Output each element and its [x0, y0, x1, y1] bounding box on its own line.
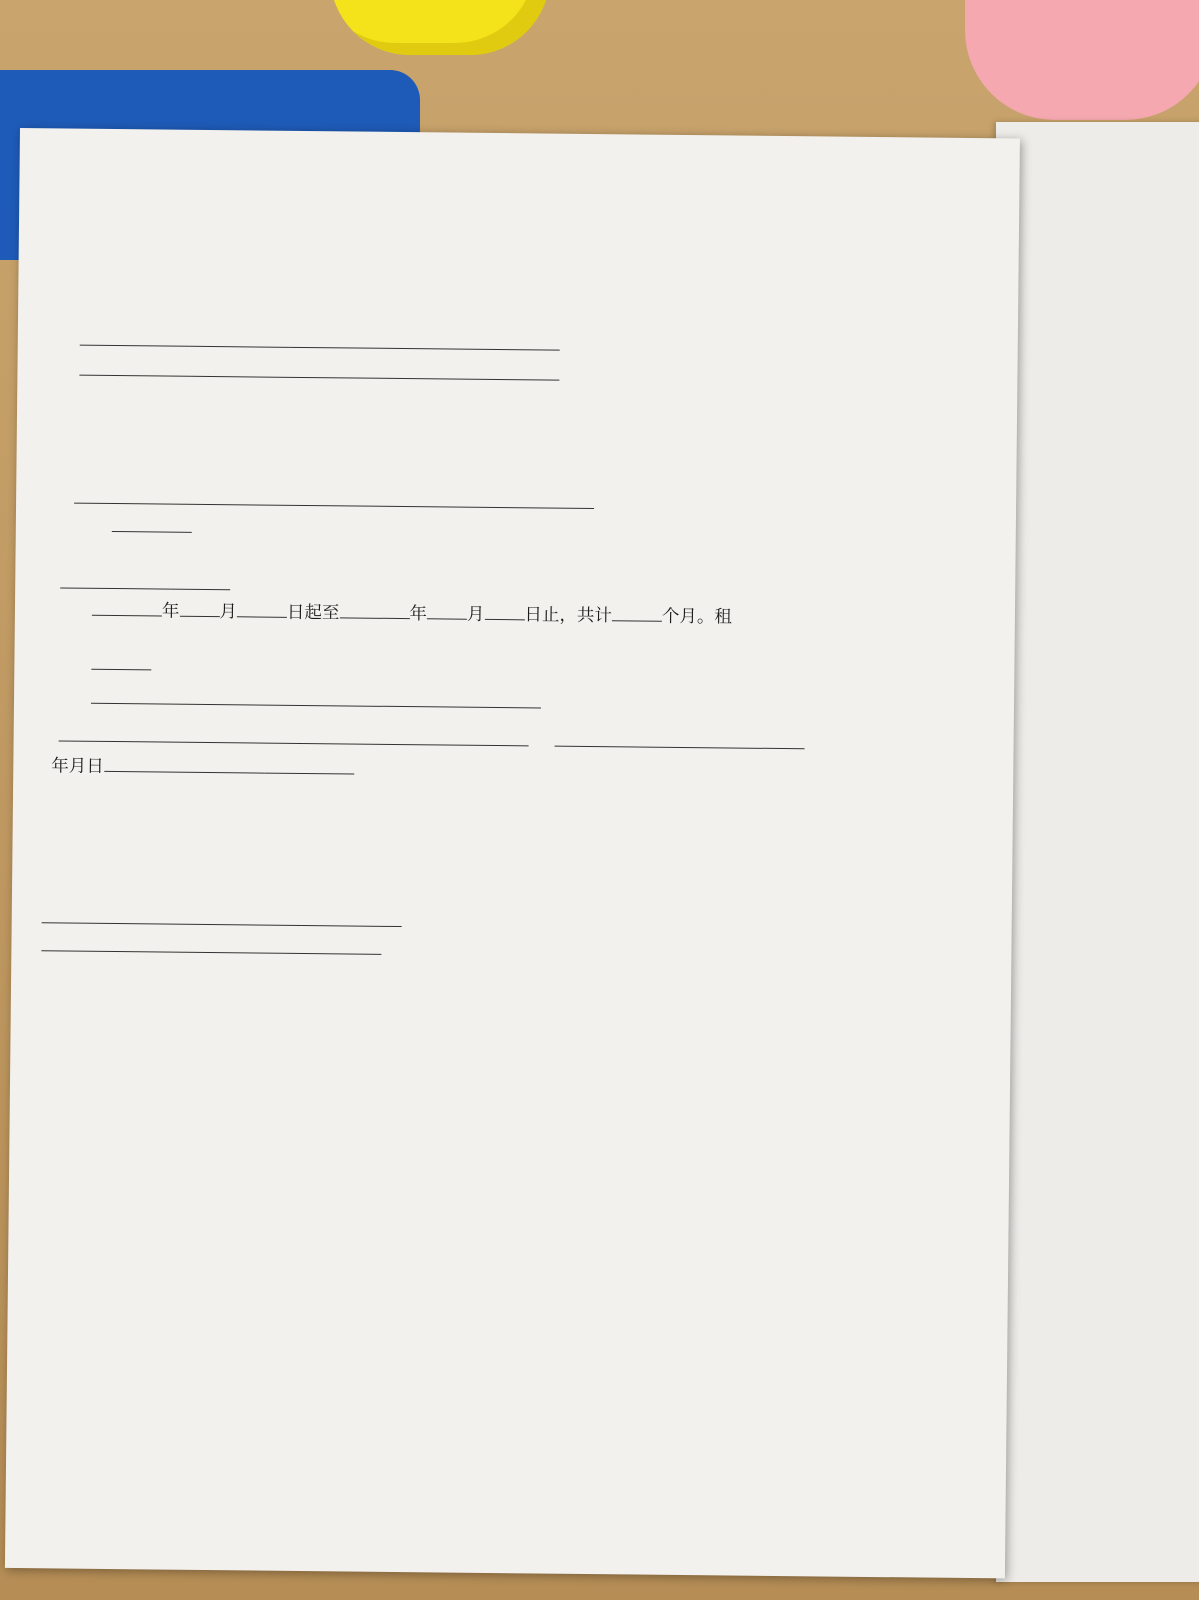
lessee-id-type: [189, 376, 289, 378]
clause4-line4: [41, 934, 381, 962]
end-day: [484, 619, 524, 620]
clause2-line4: [91, 653, 151, 678]
start-month: [179, 616, 219, 617]
floor-area: [112, 531, 192, 533]
end-month: [427, 618, 467, 619]
lessor-name: [80, 345, 190, 347]
clause2-line2: 年 月 日起至 年 月 日止，共计 个月。租: [92, 599, 732, 630]
lessee-name: [79, 375, 189, 377]
lessor-fee-amount: [302, 925, 402, 927]
contract-page: [5, 128, 1020, 1578]
bank-blank: [59, 716, 529, 746]
lessor-id-type: [190, 346, 290, 348]
clause1-line2: [112, 515, 192, 540]
lessee-id-number: [289, 377, 559, 381]
clause2-line1: [60, 571, 230, 597]
clause4-line3: [42, 906, 402, 934]
bank-row: [59, 716, 805, 749]
lessor-id-number: [290, 347, 560, 351]
lessee-fee-words: [41, 950, 281, 954]
property-address: [74, 503, 594, 509]
account-number-blank: [91, 679, 541, 709]
start-day: [237, 616, 287, 618]
payment-days: [91, 669, 151, 671]
clause1-line1: [74, 487, 594, 516]
deposit-amount: [264, 773, 354, 775]
start-year: [92, 615, 162, 617]
lessor-row: [80, 329, 560, 358]
end-year: [339, 617, 409, 619]
clause2-line5: [91, 679, 541, 709]
right-page: [996, 122, 1199, 1582]
pink-cup: [965, 0, 1199, 120]
lease-months: [612, 620, 662, 622]
account-name-blank: [554, 722, 804, 750]
deposit-words: [104, 771, 264, 774]
lessee-fee-amount: [281, 953, 381, 955]
rent-words: [60, 587, 170, 589]
lessee-row: [79, 359, 559, 388]
clause3-line1: 年月日: [51, 754, 354, 781]
rent-amount: [170, 589, 230, 591]
lessor-fee-words: [42, 922, 302, 926]
